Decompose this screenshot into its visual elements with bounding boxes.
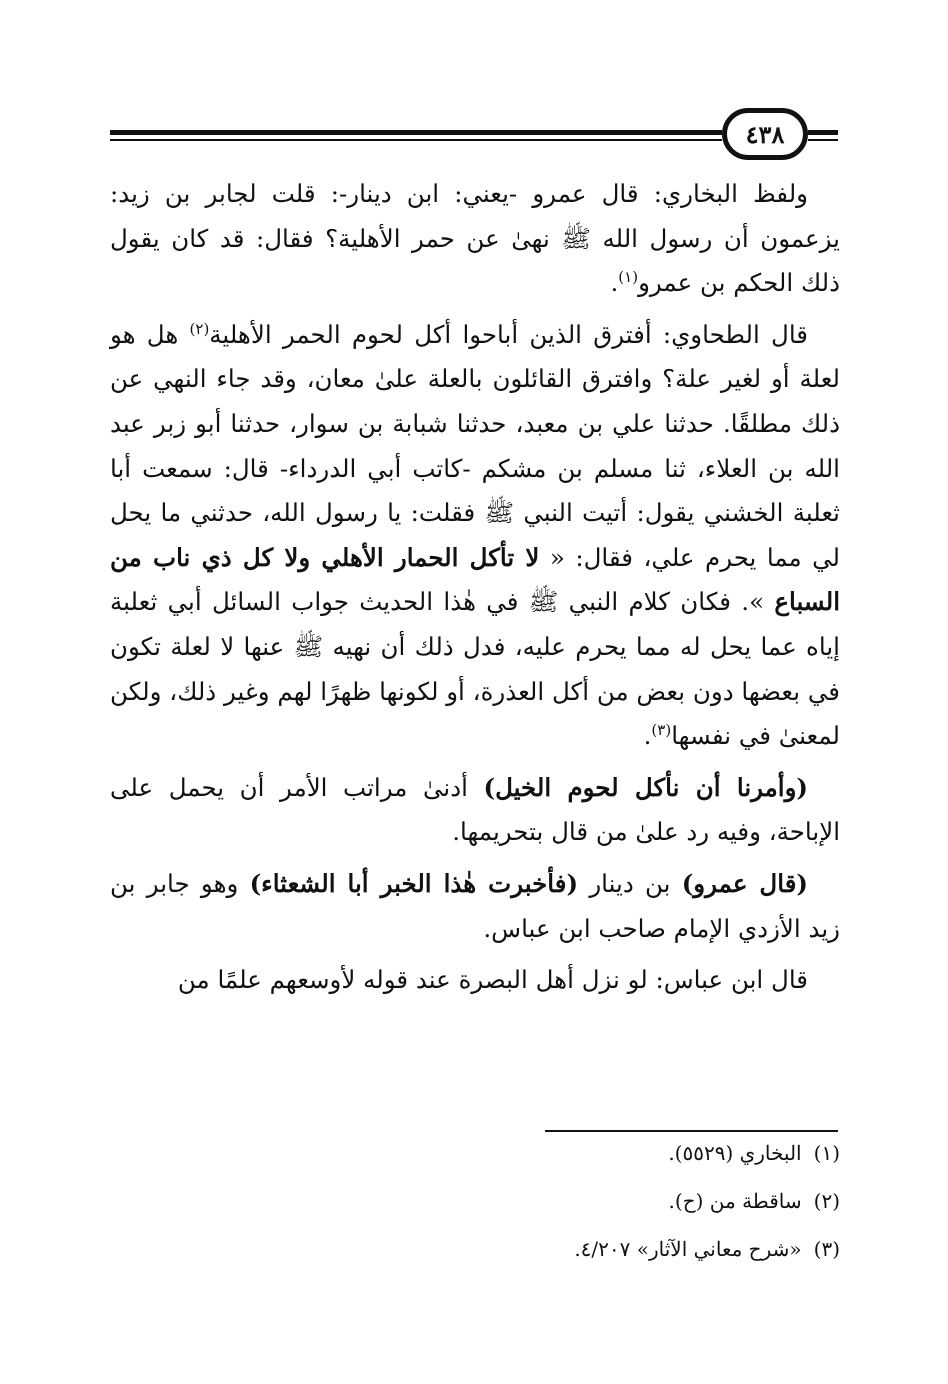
text-segment: أدنىٰ مراتب الأمر أن يحمل على الإباحة، وفيه رد علىٰ من قال بتحريمها. xyxy=(110,772,840,847)
text-segment: بن دينار xyxy=(578,868,682,898)
main-text xyxy=(110,172,840,1010)
body-paragraph xyxy=(110,766,840,855)
header-rule-thick xyxy=(110,130,722,135)
text-segment: وهو جابر بن زيد الأزدي الإمام صاحب ابن عباس. xyxy=(110,868,840,943)
text-segment: ». فكان كلام النبي ﷺ في هٰذا الحديث جواب السائل أبي ثعلبة إياه عما يحل له مما يحرم عليه، فدل ذلك أن نهيه ﷺ عنها لا لعلة تكون في بعضها دون بعض من أكل العذرة، أو لكونها ظهرًا لهم وغير ذلك، ولكن لمعنىٰ في نفسها xyxy=(110,587,840,751)
bold-text: (وأمرنا أن نأكل لحوم الخيل) xyxy=(483,772,809,802)
text-segment: هل هو لعلة أو لغير علة؟ وافترق القائلون بالعلة علىٰ معان، وقد جاء النهي عن ذلك مطلقًا. حدثنا علي بن معبد، حدثنا شبابة بن سوار، حدثنا أبو زبر عبد الله بن العلاء، ثنا مسلم بن مشكم -كاتب أبي الدرداء- قال: سمعت أبا ثعلبة الخشني يقول: أتيت النبي ﷺ فقلت: يا رسول الله، حدثني ما يحل لي مما يحرم علي، فقال: « xyxy=(110,319,840,572)
header-rule-thin xyxy=(110,139,722,141)
footnotes xyxy=(110,1138,840,1282)
page-header xyxy=(110,108,838,168)
footnote-number: (١) xyxy=(813,1141,840,1165)
page-number-badge xyxy=(722,108,808,160)
body-paragraph xyxy=(110,172,840,306)
footnote-number: (٣) xyxy=(813,1237,840,1261)
footnote-text: البخاري (٥٥٢٩). xyxy=(668,1141,802,1165)
body-paragraph xyxy=(110,958,840,1003)
footnote-text: ساقطة من (ح). xyxy=(668,1189,802,1213)
footnote-separator xyxy=(545,1130,838,1132)
bold-text: (قال عمرو) xyxy=(681,868,809,898)
footnote xyxy=(110,1138,840,1168)
bold-text: (فأخبرت هٰذا الخبر أبا الشعثاء) xyxy=(249,868,579,898)
text-segment: قال ابن عباس: لو نزل أهل البصرة عند قوله لأوسعهم علمًا من xyxy=(177,965,808,995)
text-segment: . xyxy=(643,721,652,751)
page-number: ٤٣٨ xyxy=(745,119,785,149)
header-rule-end xyxy=(808,130,838,135)
body-paragraph xyxy=(110,862,840,951)
footnote xyxy=(110,1186,840,1216)
footnote-ref: (٢) xyxy=(189,319,210,338)
text-segment: قال الطحاوي: أفترق الذين أباحوا أكل لحوم الحمر الأهلية xyxy=(209,319,808,349)
footnote-ref: (٣) xyxy=(651,720,672,739)
bold-text: لا تأكل الحمار الأهلي ولا كل ذي ناب من السباع xyxy=(110,542,840,617)
footnote-number: (٢) xyxy=(813,1189,840,1213)
footnote-text: «شرح معاني الآثار» ٤/٢٠٧. xyxy=(574,1237,802,1261)
header-rule-end-thin xyxy=(808,139,838,141)
text-segment: . xyxy=(610,268,619,298)
text-segment: ولفظ البخاري: قال عمرو -يعني: ابن دينار-: قلت لجابر بن زيد: يزعمون أن رسول الله ﷺ نهىٰ عن حمر الأهلية؟ فقال: قد كان يقول ذلك الحكم بن عمرو xyxy=(110,179,840,298)
body-paragraph xyxy=(110,313,840,759)
footnote xyxy=(110,1234,840,1264)
footnote-ref: (١) xyxy=(618,268,639,287)
